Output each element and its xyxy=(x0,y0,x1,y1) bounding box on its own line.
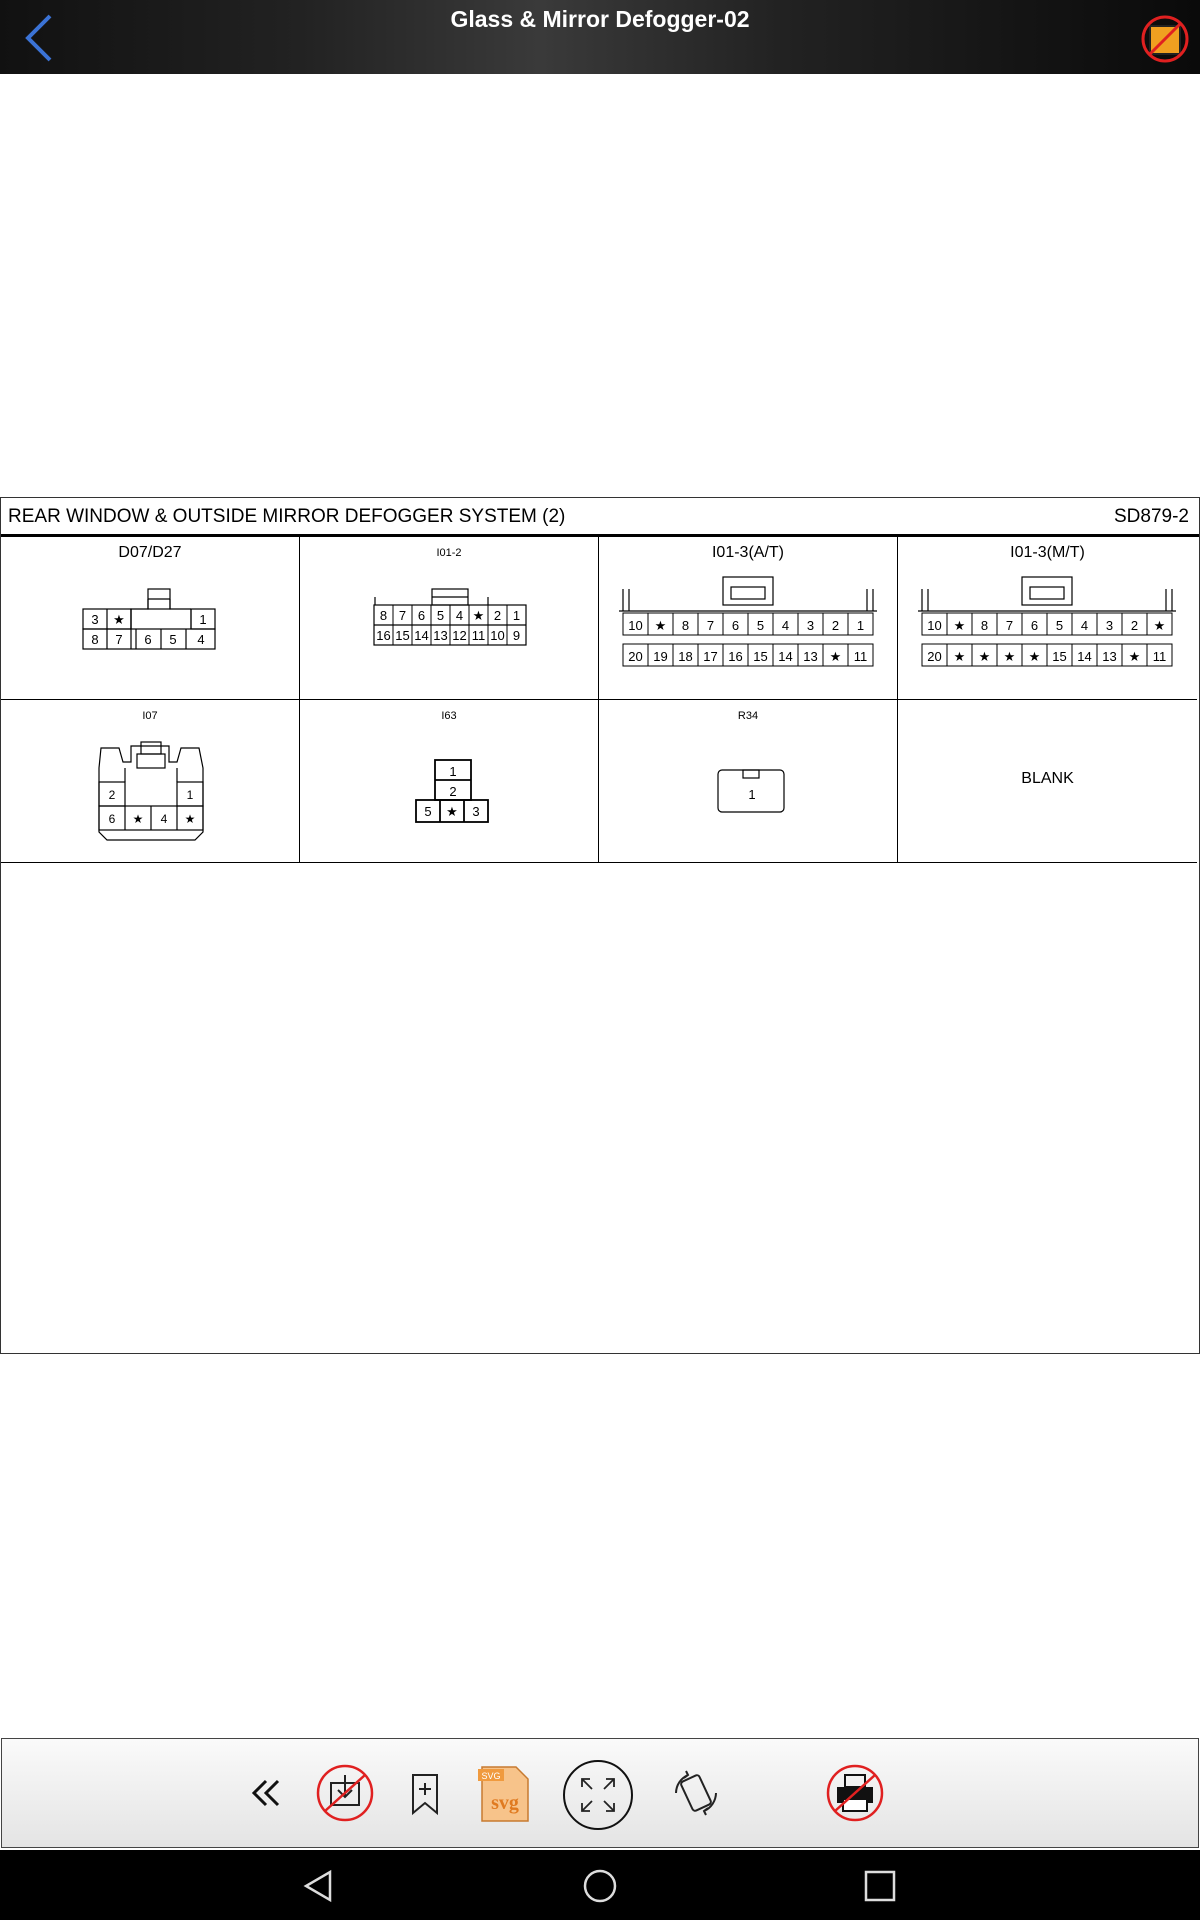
pin-label: 6 xyxy=(108,812,116,826)
pin-label: ★ xyxy=(1003,649,1016,664)
connector-r34-drawing xyxy=(599,700,898,863)
print-button[interactable] xyxy=(825,1763,885,1823)
nav-back-button[interactable] xyxy=(300,1866,340,1906)
pin-label: ★ xyxy=(953,618,966,633)
pin-label: 1 xyxy=(512,608,521,623)
folder-no-entry-button[interactable] xyxy=(1140,14,1190,64)
connector-label: D07/D27 xyxy=(118,544,182,561)
connector-i63 xyxy=(300,700,599,863)
pin-label: 16 xyxy=(376,628,391,643)
pin-label: 11 xyxy=(1152,649,1167,664)
pin-label: 1 xyxy=(856,618,865,633)
pin-label: ★ xyxy=(829,649,842,664)
pin-label: ★ xyxy=(1153,618,1166,633)
connector-i01-2 xyxy=(300,537,599,700)
pin-label: 5 xyxy=(436,608,445,623)
diagram-title: REAR WINDOW & OUTSIDE MIRROR DEFOGGER SYSTEM (2) xyxy=(8,506,566,527)
connector-i07 xyxy=(1,700,300,863)
pin-label: 20 xyxy=(927,649,942,664)
svg-text:svg: svg xyxy=(491,1792,519,1814)
pin-label: 1 xyxy=(199,612,207,627)
pin-label: 13 xyxy=(433,628,448,643)
pin-label: 10 xyxy=(490,628,505,643)
diagram-header xyxy=(1,498,1199,537)
back-button[interactable] xyxy=(18,12,68,62)
pin-label: 7 xyxy=(706,618,715,633)
connector-label: I63 xyxy=(441,710,457,722)
pin-label: 11 xyxy=(471,628,486,643)
bookmark-add-button[interactable] xyxy=(395,1763,455,1823)
connector-i01-2-drawing xyxy=(300,537,599,700)
fit-screen-button[interactable] xyxy=(562,1759,634,1831)
pin-label: 2 xyxy=(108,788,116,802)
pin-label: 6 xyxy=(1030,618,1039,633)
connector-blank xyxy=(898,700,1197,863)
folder-no-entry-icon xyxy=(1140,14,1190,64)
pin-label: ★ xyxy=(978,649,991,664)
pin-label: 2 xyxy=(831,618,840,633)
pin-label: 8 xyxy=(980,618,989,633)
pin-label: ★ xyxy=(654,618,667,633)
top-bar xyxy=(0,0,1200,74)
pin-label: 15 xyxy=(1052,649,1067,664)
first-page-button[interactable] xyxy=(236,1763,296,1823)
pin-label: 1 xyxy=(449,764,457,779)
pin-label: 4 xyxy=(197,632,205,647)
connector-label: I01-3(A/T) xyxy=(711,544,784,561)
connector-i01-3-mt xyxy=(898,537,1197,700)
pin-label: 20 xyxy=(628,649,643,664)
connector-label: I07 xyxy=(142,710,158,722)
pin-label: 6 xyxy=(731,618,740,633)
connector-d07-d27 xyxy=(1,537,300,700)
pin-label: 6 xyxy=(144,632,152,647)
pin-label: 14 xyxy=(1077,649,1092,664)
diagram-code: SD879-2 xyxy=(1114,506,1189,527)
nav-home-icon xyxy=(580,1866,620,1906)
pin-label: 14 xyxy=(778,649,793,664)
pin-label: ★ xyxy=(113,612,125,627)
pin-label: 19 xyxy=(653,649,668,664)
pin-label: ★ xyxy=(446,804,458,819)
connector-i07-drawing xyxy=(1,700,300,863)
pin-label: 18 xyxy=(678,649,693,664)
pin-label: 3 xyxy=(1105,618,1114,633)
pin-label: 6 xyxy=(417,608,426,623)
pin-label: 5 xyxy=(424,804,432,819)
connector-diagram xyxy=(0,497,1200,1354)
pin-label: 15 xyxy=(753,649,768,664)
pin-label: 2 xyxy=(449,784,457,799)
pin-label: ★ xyxy=(953,649,966,664)
nav-back-icon xyxy=(300,1866,340,1906)
connector-label: R34 xyxy=(737,710,759,722)
svg-export-button[interactable] xyxy=(474,1763,534,1823)
pin-label: 1 xyxy=(186,788,194,802)
connector-i01-3-at-drawing xyxy=(599,537,898,700)
pin-label: 8 xyxy=(379,608,388,623)
pin-label: 15 xyxy=(395,628,410,643)
pin-label: 12 xyxy=(452,628,467,643)
connector-label: I01-2 xyxy=(436,547,462,559)
connector-i01-3-at xyxy=(599,537,898,700)
pin-label: ★ xyxy=(472,608,485,623)
pin-label: 11 xyxy=(853,649,868,664)
pin-label: ★ xyxy=(184,812,196,826)
rotate-button[interactable] xyxy=(666,1763,726,1823)
page-title: Glass & Mirror Defogger-02 xyxy=(450,6,750,32)
print-disabled-icon xyxy=(825,1763,885,1823)
connector-d07-d27-drawing xyxy=(1,537,300,700)
pin-label: 16 xyxy=(728,649,743,664)
fit-screen-icon xyxy=(562,1759,634,1831)
pin-label: ★ xyxy=(1028,649,1041,664)
download-disabled-icon xyxy=(315,1763,375,1823)
pin-label: 4 xyxy=(160,812,168,826)
pin-label: 2 xyxy=(1130,618,1139,633)
pin-label: 13 xyxy=(803,649,818,664)
pin-label: 4 xyxy=(455,608,464,623)
pin-label: 9 xyxy=(512,628,521,643)
connector-label: I01-3(M/T) xyxy=(1010,544,1085,561)
nav-home-button[interactable] xyxy=(580,1866,620,1906)
svg-text:SVG: SVG xyxy=(481,1771,501,1781)
svg-file-icon xyxy=(474,1763,534,1823)
pin-label: 3 xyxy=(806,618,815,633)
pin-label: 13 xyxy=(1102,649,1117,664)
chevron-left-icon xyxy=(18,12,68,62)
pin-label: 2 xyxy=(493,608,502,623)
pin-label: 4 xyxy=(1080,618,1089,633)
pin-label: ★ xyxy=(1128,649,1141,664)
system-nav-bar xyxy=(0,1850,1200,1920)
pin-label: 4 xyxy=(781,618,790,633)
nav-recents-button[interactable] xyxy=(860,1866,900,1906)
pin-label: 7 xyxy=(115,632,123,647)
pin-label: 3 xyxy=(91,612,99,627)
pin-label: 1 xyxy=(748,787,756,802)
pin-label: 10 xyxy=(927,618,942,633)
double-chevron-left-icon xyxy=(236,1763,296,1823)
connector-i63-drawing xyxy=(300,700,599,863)
pin-label: 10 xyxy=(628,618,643,633)
pin-label: 7 xyxy=(1005,618,1014,633)
pin-label: 5 xyxy=(756,618,765,633)
rotate-icon xyxy=(666,1763,726,1823)
bottom-toolbar xyxy=(1,1738,1199,1848)
pin-label: 14 xyxy=(414,628,429,643)
connector-i01-3-mt-drawing xyxy=(898,537,1197,700)
pin-label: 17 xyxy=(703,649,718,664)
pin-label: ★ xyxy=(132,812,144,826)
download-button[interactable] xyxy=(315,1763,375,1823)
pin-label: 5 xyxy=(1055,618,1064,633)
pin-label: 8 xyxy=(681,618,690,633)
pin-label: 8 xyxy=(91,632,99,647)
pin-label: 3 xyxy=(472,804,480,819)
blank-label: BLANK xyxy=(1021,770,1074,787)
connector-r34 xyxy=(599,700,898,863)
pin-label: 5 xyxy=(169,632,177,647)
nav-recents-icon xyxy=(860,1866,900,1906)
bookmark-add-icon xyxy=(395,1763,455,1823)
pin-label: 7 xyxy=(398,608,407,623)
